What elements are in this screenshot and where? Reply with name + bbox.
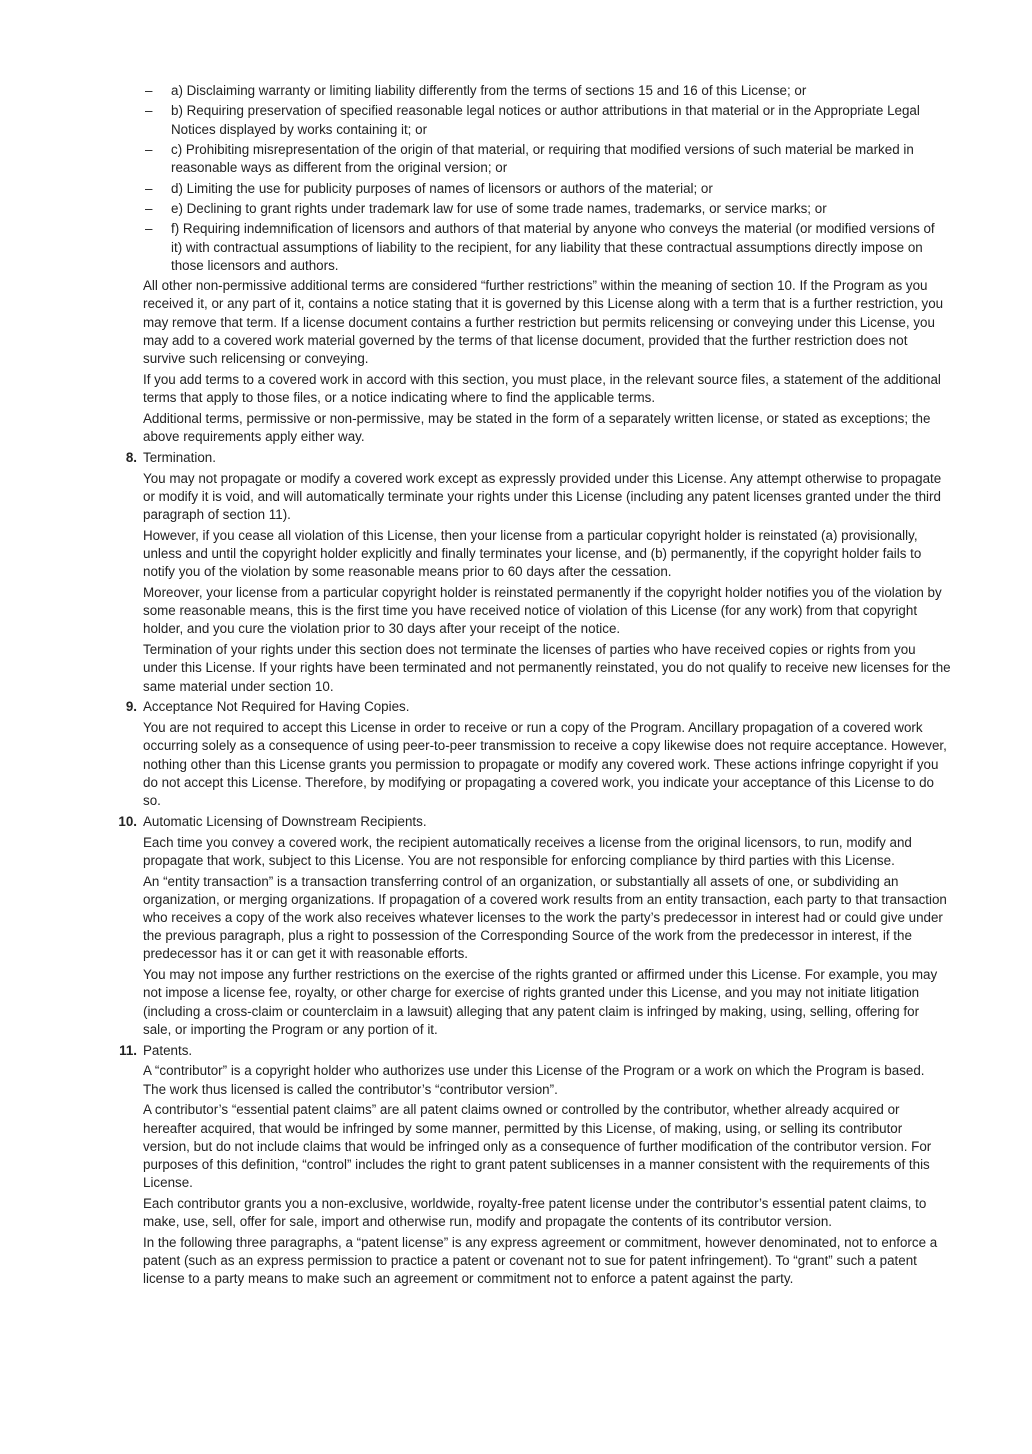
paragraph: Termination of your rights under this section does not terminate the licenses of parties who have received copies or rights from you under this License. If your rights have been terminated and not permanently reinstated, you do not qualify to receive new licenses for the same material under section 10. (143, 642, 951, 694)
paragraph: You may not impose any further restrictions on the exercise of the rights granted or affirmed under this License. For example, you may not impose a license fee, royalty, or other charge for exercise of rights granted under this License, and you may not initiate litigation (including a cross-claim or counterclaim in a lawsuit) alleging that any patent claim is infringed by making, using, selling, offering for sale, or importing the Program or any portion of it. (143, 967, 938, 1037)
section-heading (118, 813, 952, 831)
list-item (145, 82, 946, 100)
dash-bullet: – (145, 83, 153, 98)
section-title: Automatic Licensing of Downstream Recipients. (143, 813, 427, 829)
list-item-text: f) Requiring indemnification of licensors and authors of that material by anyone who conveys the material (or modified versions of it) with contractual assumptions of liability to the recipient, for any liability that these contractual assumptions directly impose on those licensors and authors. (171, 221, 935, 273)
paragraph: Each contributor grants you a non-exclusive, worldwide, royalty-free patent license under the contributor’s essential patent claims, to make, use, sell, offer for sale, import and otherwise run, modify and propagate the contents of its contributor version. (143, 1196, 927, 1230)
paragraph: If you add terms to a covered work in accord with this section, you must place, in the relevant source files, a statement of the additional terms that apply to those files, or a notice indicating where to find the applicable terms. (143, 371, 941, 405)
list-item-text: a) Disclaiming warranty or limiting liability differently from the terms of sections 15 and 16 of this License; or (171, 83, 807, 98)
section-title: Acceptance Not Required for Having Copies. (143, 699, 410, 715)
paragraph: Each time you convey a covered work, the recipient automatically receives a license from the original licensors, to run, modify and propagate that work, subject to this License. You are not responsible for enforcing compliance by third parties with this License. (143, 834, 912, 868)
section-number: 11. (119, 1042, 137, 1058)
additional-terms-list (0, 82, 952, 275)
section-number: 8. (125, 449, 137, 465)
list-item-text: e) Declining to grant rights under trademark law for use of some trade names, trademarks, or service marks; or (171, 200, 827, 216)
section-number: 9. (125, 699, 137, 715)
paragraph: All other non-permissive additional terms are considered “further restrictions” within the meaning of section 10. If the Program as you received it, or any part of it, contains a notice stating that it is governed by this License along with a term that is a further restriction, you may remove that term. If a license document contains a further restriction but permits relicensing or conveying under this License, you may add to a covered work material governed by the terms of that license document, provided that the further restriction does not survive such relicensing or conveying. (143, 278, 944, 366)
list-item-text: b) Requiring preservation of specified reasonable legal notices or author attributions in that material or in the Appropriate Legal Notices displayed by works containing it; or (171, 103, 920, 137)
list-item (145, 180, 946, 198)
section-heading (125, 449, 952, 467)
dash-bullet: – (145, 103, 153, 119)
list-item-text: d) Limiting the use for publicity purposes of names of licensors or authors of the material; or (171, 180, 713, 196)
paragraph: An “entity transaction” is a transaction transferring control of an organization, or substantially all assets of one, or subdividing an organization, or merging organizations. If propagation of a covered work results from an entity transaction, each party to that transaction who receives a copy of the work also receives whatever licenses to the work the party’s predecessor in interest had or could give under the previous paragraph, plus a right to possession of the Corresponding Source of the work from the predecessor in interest, if the predecessor has it or can get it with reasonable efforts. (143, 873, 947, 962)
list-item (145, 200, 946, 218)
paragraph: In the following three paragraphs, a “patent license” is any express agreement or commitment, however denominated, not to enforce a patent (such as an express permission to practice a patent or covenant not to sue for patent infringement). To “grant” such a patent license to a party means to make such an agreement or commitment not to enforce a patent against the party. (143, 1235, 938, 1287)
paragraph: You may not propagate or modify a covered work except as expressly provided under this License. Any attempt otherwise to propagate or modify it is void, and will automatically terminate your rights under this License (including any patent licenses granted under the third paragraph of section 11). (143, 470, 942, 522)
dash-bullet: – (145, 200, 153, 216)
paragraph: Additional terms, permissive or non-permissive, may be stated in the form of a separately written license, or stated as exceptions; the above requirements apply either way. (143, 410, 931, 444)
section-patents (0, 1042, 952, 1289)
section-acceptance (0, 698, 952, 810)
paragraph: A contributor’s “essential patent claims” are all patent claims owned or controlled by the contributor, whether already acquired or hereafter acquired, that would be infringed by some manner, permitted by this License, of making, using, or selling its contributor version, but do not include claims that would be infringed only as a consequence of further modification of the contributor version. For purposes of this definition, “control” includes the right to grant patent sublicenses in a manner consistent with the requirements of this License. (143, 1102, 932, 1191)
paragraph: A “contributor” is a copyright holder who authorizes use under this License of the Program or a work on which the Program is based. The work thus licensed is called the contributor’s “contributor version”. (143, 1063, 925, 1097)
list-item (145, 141, 946, 177)
section-termination (0, 449, 952, 696)
dash-bullet: – (145, 221, 153, 237)
list-item (145, 102, 946, 138)
section-title: Patents. (143, 1042, 193, 1058)
paragraph: You are not required to accept this License in order to receive or run a copy of the Program. Ancillary propagation of a covered work occurring solely as a consequence of using peer-to-peer transmission to receive a copy likewise does not require acceptance. However, nothing other than this License grants you permission to propagate or modify any covered work. These actions infringe copyright if you do not accept this License. Therefore, by modifying or propagating a covered work, you indicate your acceptance of this License to do so. (143, 720, 947, 808)
section-number: 10. (118, 813, 137, 829)
list-item (145, 220, 946, 275)
section-heading (119, 1042, 952, 1060)
paragraph: Moreover, your license from a particular copyright holder is reinstated permanently if the copyright holder notifies you of the violation by some reasonable means, this is the first time you have received notice of violation of this License (for any work) from that copyright holder, and you cure the violation prior to 30 days after your receipt of the notice. (143, 584, 942, 637)
section-heading (125, 698, 952, 716)
paragraph: However, if you cease all violation of this License, then your license from a particular copyright holder is reinstated (a) provisionally, unless and until the copyright holder explicitly and finally terminates your license, and (b) permanently, if the copyright holder fails to notify you of the violation by some reasonable means prior to 60 days after the cessation. (143, 527, 922, 580)
section-automatic-licensing (0, 813, 952, 1039)
dash-bullet: – (145, 141, 153, 157)
dash-bullet: – (145, 180, 153, 196)
section-title: Termination. (143, 449, 216, 465)
list-item-text: c) Prohibiting misrepresentation of the origin of that material, or requiring that modified versions of such material be marked in reasonable ways as different from the original version; or (171, 141, 914, 176)
